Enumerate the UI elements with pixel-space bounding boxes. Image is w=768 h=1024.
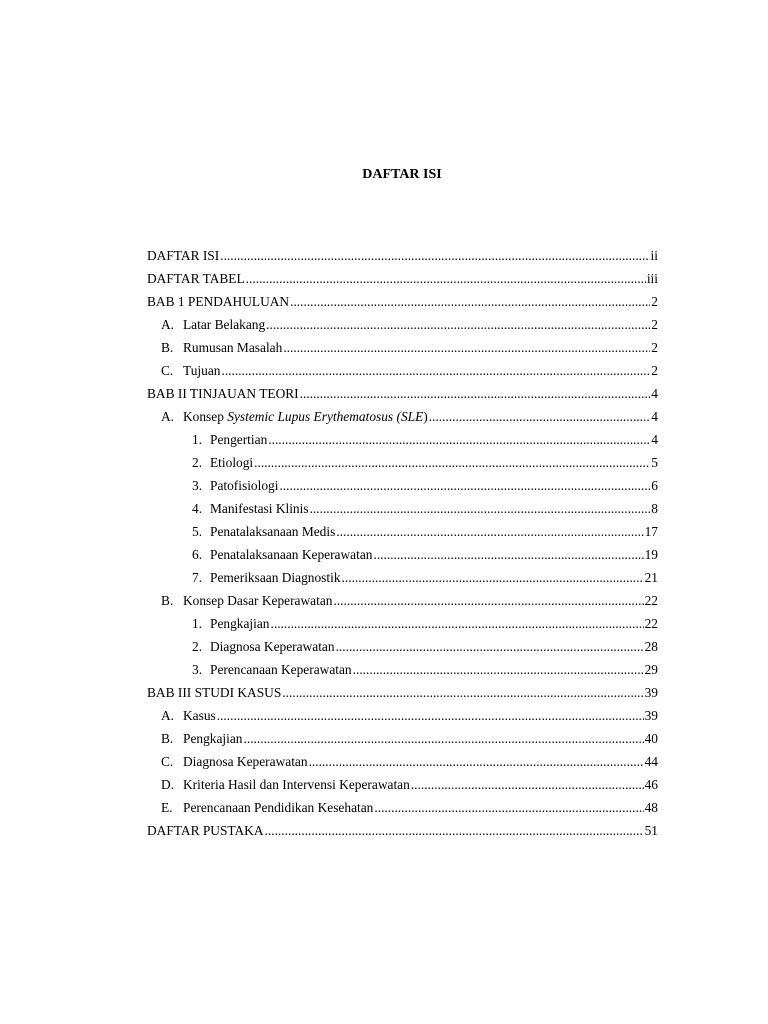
toc-entry-marker: 2. [192, 639, 203, 654]
toc-entry-page-number: 8 [651, 501, 658, 516]
toc-entry-label: Manifestasi Klinis [210, 501, 309, 516]
toc-entry-page-number: 2 [651, 363, 658, 378]
toc-entry-label: Pemeriksaan Diagnostik [210, 570, 341, 585]
toc-entry-marker: 1. [192, 616, 203, 631]
toc-entry-marker: 6. [192, 547, 203, 562]
dot-leader [310, 497, 651, 520]
toc-entry-page-number: 4 [651, 386, 658, 401]
toc-entry-page-number: 19 [644, 547, 658, 562]
toc-entry-label: Konsep Dasar Keperawatan [183, 593, 333, 608]
dot-leader [283, 336, 650, 359]
toc-entry[interactable] [147, 543, 658, 566]
toc-entry[interactable] [147, 497, 658, 520]
toc-entry-page-number: 39 [644, 685, 658, 700]
toc-entry-label: DAFTAR PUSTAKA [147, 823, 264, 838]
toc-entry-page-number: 28 [644, 639, 658, 654]
dot-leader [266, 313, 650, 336]
toc-entry-label: Pengkajian [183, 731, 243, 746]
toc-entry-marker: B. [161, 340, 174, 355]
toc-entry-marker: E. [161, 800, 173, 815]
toc-entry-page-number: 22 [644, 616, 658, 631]
dot-leader [429, 405, 651, 428]
toc-entry-label: Latar Belakang [183, 317, 266, 332]
toc-entry-page-number: 17 [644, 524, 658, 539]
toc-entry-label: Patofisiologi [210, 478, 279, 493]
toc-entry[interactable] [147, 244, 658, 267]
toc-entry-label: BAB III STUDI KASUS [147, 685, 282, 700]
toc-entry-page-number: 22 [644, 593, 658, 608]
toc-entry-page-number: 29 [644, 662, 658, 677]
toc-entry-page-number: 5 [651, 455, 658, 470]
toc-entry[interactable] [147, 819, 658, 842]
toc-entry-label: Penatalaksanaan Medis [210, 524, 336, 539]
toc-entry-marker: 3. [192, 478, 203, 493]
toc-entry[interactable] [147, 428, 658, 451]
toc-entry-marker: A. [161, 409, 175, 424]
dot-leader [373, 543, 643, 566]
toc-entry-marker: 3. [192, 662, 203, 677]
toc-entry-label: Tujuan [183, 363, 221, 378]
dot-leader [300, 382, 651, 405]
dot-leader [309, 750, 644, 773]
toc-entry[interactable] [147, 336, 658, 359]
toc-entry-page-number: 48 [644, 800, 658, 815]
toc-entry-label: DAFTAR ISI [147, 248, 220, 263]
toc-entry-page-number: 4 [651, 409, 658, 424]
dot-leader [411, 773, 644, 796]
dot-leader [220, 244, 649, 267]
toc-entry-page-number: iii [646, 271, 658, 286]
toc-entry[interactable] [147, 704, 658, 727]
toc-entry-page-number: 2 [651, 340, 658, 355]
toc-entry[interactable] [147, 750, 658, 773]
toc-entry[interactable] [147, 773, 658, 796]
toc-entry-page-number: 6 [651, 478, 658, 493]
toc-entry-page-number: 4 [651, 432, 658, 447]
dot-leader [279, 474, 650, 497]
dot-leader [268, 428, 650, 451]
toc-entry-marker: A. [161, 317, 175, 332]
toc-entry-page-number: 39 [644, 708, 658, 723]
toc-entry-marker: 5. [192, 524, 203, 539]
toc-entry-label: Penatalaksanaan Keperawatan [210, 547, 373, 562]
toc-entry-label [183, 405, 428, 428]
dot-leader [353, 658, 644, 681]
toc-entry-label: Kriteria Hasil dan Intervensi Keperawatan [183, 777, 410, 792]
toc-entry-label: Diagnosa Keperawatan [183, 754, 308, 769]
toc-entry[interactable] [147, 796, 658, 819]
toc-entry[interactable] [147, 589, 658, 612]
toc-entry[interactable] [147, 612, 658, 635]
toc-entry[interactable] [147, 313, 658, 336]
toc-entry[interactable] [147, 359, 658, 382]
toc-entry-marker: D. [161, 777, 175, 792]
toc-entry[interactable] [147, 267, 658, 290]
dot-leader [244, 727, 644, 750]
toc-entry-page-number: 21 [644, 570, 658, 585]
toc-entry-page-number: 2 [651, 317, 658, 332]
toc-entry-marker: C. [161, 363, 174, 378]
toc-entry-marker: 4. [192, 501, 203, 516]
dot-leader [336, 635, 644, 658]
toc-entry-marker: 7. [192, 570, 203, 585]
dot-leader [221, 359, 650, 382]
toc-entry[interactable] [147, 681, 658, 704]
toc-entry-marker: 1. [192, 432, 203, 447]
toc-title: DAFTAR ISI [362, 167, 442, 182]
toc-entry-label: Pengkajian [210, 616, 270, 631]
toc-entry-label: Perencanaan Keperawatan [210, 662, 352, 677]
toc-entry[interactable] [147, 635, 658, 658]
toc-entry-label-italic: Systemic Lupus Erythematosus (SLE [227, 409, 424, 424]
toc-entry[interactable] [147, 290, 658, 313]
toc-entry-page-number: 51 [644, 823, 658, 838]
toc-entry-page-number: 2 [651, 294, 658, 309]
toc-entry[interactable] [147, 382, 658, 405]
toc-entry-marker: A. [161, 708, 175, 723]
toc-entry-marker: B. [161, 593, 174, 608]
toc-entry-label: Diagnosa Keperawatan [210, 639, 335, 654]
dot-leader [290, 290, 650, 313]
toc-entry-label: BAB II TINJAUAN TEORI [147, 386, 299, 401]
toc-entry-page-number: ii [650, 248, 658, 263]
toc-entry-label-suffix: ) [423, 409, 428, 424]
dot-leader [282, 681, 643, 704]
dot-leader [333, 589, 643, 612]
dot-leader [246, 267, 646, 290]
table-of-contents [147, 244, 658, 842]
dot-leader [265, 819, 644, 842]
dot-leader [254, 451, 650, 474]
toc-entry-marker: C. [161, 754, 174, 769]
dot-leader [217, 704, 644, 727]
toc-entry-page-number: 46 [644, 777, 658, 792]
dot-leader [271, 612, 644, 635]
toc-entry-marker: 2. [192, 455, 203, 470]
dot-leader [374, 796, 643, 819]
toc-entry-label: DAFTAR TABEL [147, 271, 245, 286]
dot-leader [342, 566, 644, 589]
toc-entry-page-number: 40 [644, 731, 658, 746]
toc-entry-label: Pengertian [210, 432, 268, 447]
toc-entry[interactable] [147, 451, 658, 474]
toc-entry-marker: B. [161, 731, 174, 746]
toc-entry-page-number: 44 [644, 754, 658, 769]
toc-entry-label: Perencanaan Pendidikan Kesehatan [183, 800, 374, 815]
toc-entry-label: BAB 1 PENDAHULUAN [147, 294, 290, 309]
toc-entry[interactable] [147, 520, 658, 543]
toc-entry-label: Kasus [183, 708, 216, 723]
toc-entry-label-prefix: Konsep [183, 409, 228, 424]
toc-entry[interactable] [147, 566, 658, 589]
toc-entry-label: Rumusan Masalah [183, 340, 283, 355]
toc-entry[interactable] [147, 405, 658, 428]
dot-leader [336, 520, 643, 543]
toc-entry-label: Etiologi [210, 455, 254, 470]
toc-entry[interactable] [147, 474, 658, 497]
toc-entry[interactable] [147, 727, 658, 750]
toc-entry[interactable] [147, 658, 658, 681]
